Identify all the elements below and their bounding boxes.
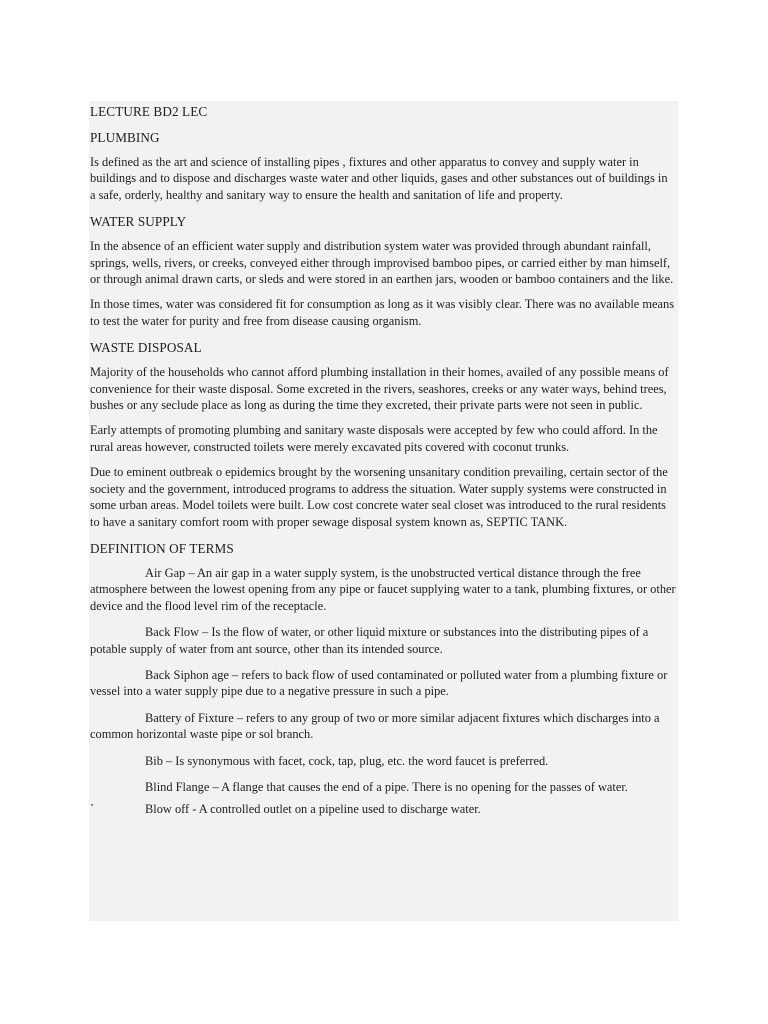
term-blow-off bbox=[90, 801, 676, 817]
waste-disposal-heading: WASTE DISPOSAL bbox=[90, 340, 202, 356]
document-body bbox=[90, 103, 676, 818]
plumbing-heading: PLUMBING bbox=[90, 130, 160, 145]
water-supply-paragraph-2: In those times, water was considered fit for consumption as long as it was visibly clear. There was no available means to test the water for purity and free from disease causing organism. bbox=[90, 297, 675, 328]
tick-mark: ` bbox=[90, 802, 95, 817]
waste-disposal-paragraph-2: Early attempts of promoting plumbing and sanitary waste disposals were accepted by few who could afford. In the rural areas however, constructed toilets were merely excavated pits covered with coconut trunks. bbox=[90, 423, 658, 454]
lecture-title: LECTURE BD2 LEC bbox=[90, 104, 208, 119]
plumbing-definition: Is defined as the art and science of installing pipes , fixtures and other apparatus to convey and supply water in buildings and to dispose and discharges waste water and other liquids, gases and other substances out of buildings in a safe, orderly, healthy and sanitary way to ensure the health and sanitation of life and property. bbox=[90, 155, 668, 202]
term-blind-flange: Blind Flange – A flange that causes the end of a pipe. There is no opening for the passes of water. bbox=[145, 779, 628, 794]
term-back-flow: Back Flow – Is the flow of water, or other liquid mixture or substances into the distributing pipes of a potable supply of water from ant source, other than its intended source. bbox=[90, 625, 649, 656]
document-page bbox=[89, 101, 678, 921]
term-bib: Bib – Is synonymous with facet, cock, tap, plug, etc. the word faucet is preferred. bbox=[145, 753, 549, 768]
water-supply-paragraph-1: In the absence of an efficient water supply and distribution system water was provided through abundant rainfall, springs, wells, rivers, or creeks, conveyed either through improvised bamboo pipes, or carried either by man himself, or through animal drawn carts, or sleds and were stored in an earthen jars, wooden or bamboo containers and the like. bbox=[90, 239, 674, 287]
waste-disposal-paragraph-1: Majority of the households who cannot afford plumbing installation in their homes, availed of any possible means of convenience for their waste disposal. Some excreted in the rivers, seashores, creeks or any water ways, behind trees, bushes or any seclude place as long as during the time they excreted, their private parts were not seen in public. bbox=[90, 365, 669, 413]
term-air-gap: Air Gap – An air gap in a water supply system, is the unobstructed vertical distance through the free atmosphere between the lowest opening from any pipe or faucet supplying water to a tank, plumbing fixtures, or other device and the flood level rim of the receptacle. bbox=[90, 565, 676, 613]
term-blow-off-text: Blow off - A controlled outlet on a pipeline used to discharge water. bbox=[145, 802, 481, 817]
term-back-siphonage: Back Siphon age – refers to back flow of used contaminated or polluted water from a plumbing fixture or vessel into a water supply pipe due to a negative pressure in such a pipe. bbox=[90, 667, 668, 699]
definition-of-terms-heading: DEFINITION OF TERMS bbox=[90, 540, 234, 556]
water-supply-heading: WATER SUPPLY bbox=[90, 214, 187, 230]
term-battery-of-fixture: Battery of Fixture – refers to any group of two or more similar adjacent fixtures which discharges into a common horizontal waste pipe or sol branch. bbox=[90, 710, 660, 742]
waste-disposal-paragraph-3: Due to eminent outbreak o epidemics brought by the worsening unsanitary condition prevailing, certain sector of the society and the government, introduced programs to address the situation. Water supply systems were constructed in some urban areas. Model toilets were built. Low cost concrete water seal closet was introduced to the rural residents to have a sanitary comfort room with proper sewage disposal system known as, SEPTIC TANK. bbox=[90, 465, 668, 529]
